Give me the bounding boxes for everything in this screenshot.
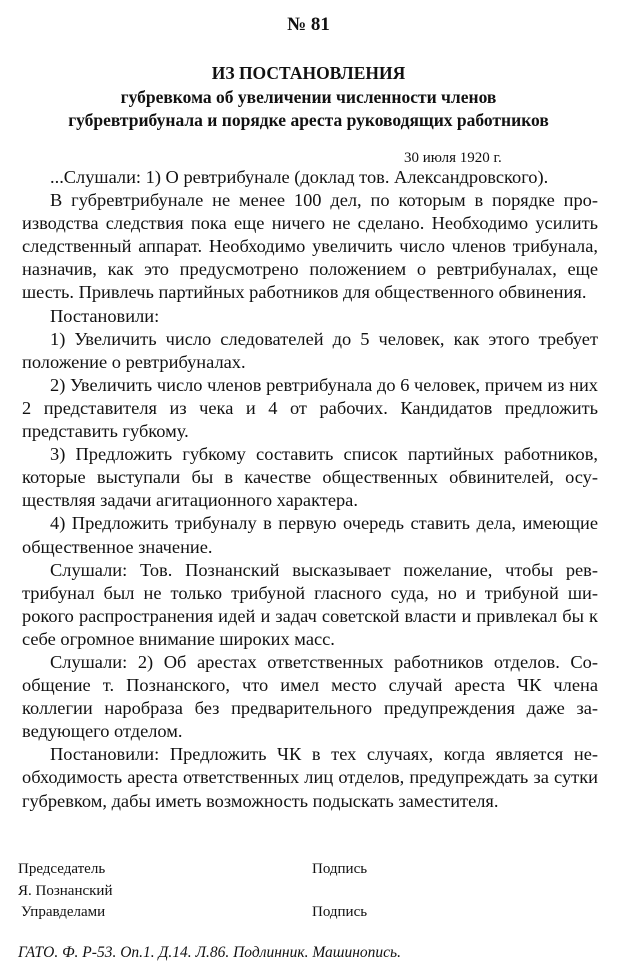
archive-source-note: ГАТО. Ф. Р-53. Оп.1. Д.14. Л.86. Подлинник. Машинопись. (18, 944, 401, 961)
signature-chair-title: Председатель (18, 861, 106, 877)
paragraph-resolved-final: Постановили: Предложить ЧК в тех случаях, когда является необходимость ареста ответственных лиц отделов, предупреждать за сутки губревком, дабы иметь возможность подыскать заместителя. (22, 744, 598, 811)
document-body (22, 166, 598, 813)
paragraph-report: В губревтрибунале не менее 100 дел, по которым в порядке производства следствия пока еще ничего не сделано. Необходимо усилить следственный аппарат. Необходимо увеличить число членов трибунала, назначив, как это предусмотрено положением о ревтрибуналах, еще шесть. Привлечь партийных работников для общественного обвинения. (22, 190, 598, 303)
document-title-line-2: губревкома об увеличении численности членов (120, 87, 497, 107)
paragraph-item-2: 2) Увеличить число членов ревтрибунала до 6 человек, причем из них 2 представителя из чека и 4 от рабочих. Кандидатов предложить представить губкому. (22, 374, 598, 442)
paragraph-item-4: 4) Предложить трибуналу в первую очередь ставить дела, имеющие общественное значение. (22, 513, 598, 557)
document-title-line-1: ИЗ ПОСТАНОВЛЕНИЯ (211, 63, 406, 83)
document-title-line-3: губревтрибунала и порядке ареста руководящих работников (68, 110, 549, 130)
paragraph-heard-1: ...Слушали: 1) О ревтрибунале (доклад тов. Александровского). (50, 167, 549, 187)
paragraph-heard-2: Слушали: 2) Об арестах ответственных работников отделов. Сообщение т. Познанского, что имел место случай ареста ЧК члена коллегии наробраза без предварительного предупреждения даже заведующего отделом. (22, 651, 598, 742)
paragraph-heard-poznansky: Слушали: Тов. Познанский высказывает пожелание, чтобы ревтрибунал был не только трибуной гласного суда, но и трибуной широкого распространения идей и задач советской власти и привлекал бы к себе огромное внимание широких масс. (22, 559, 598, 649)
document-number: № 81 (287, 14, 330, 35)
paragraph-item-1: 1) Увеличить число следователей до 5 человек, как этого требует положение о ревтрибуналах. (22, 328, 598, 372)
paragraph-resolved: Постановили: (50, 305, 160, 326)
document-date: 30 июля 1920 г. (404, 150, 502, 166)
paragraph-item-3: 3) Предложить губкому составить список партийных работников, которые выступали бы в качестве общественных обвинителей, осуществляя задачи агитационного характера. (22, 444, 598, 511)
signature-manager-title: Управделами (21, 904, 106, 920)
signature-chair-name: Я. Познанский (18, 883, 113, 899)
signature-chair-sign: Подпись (312, 861, 368, 877)
signature-manager-sign: Подпись (312, 904, 368, 920)
